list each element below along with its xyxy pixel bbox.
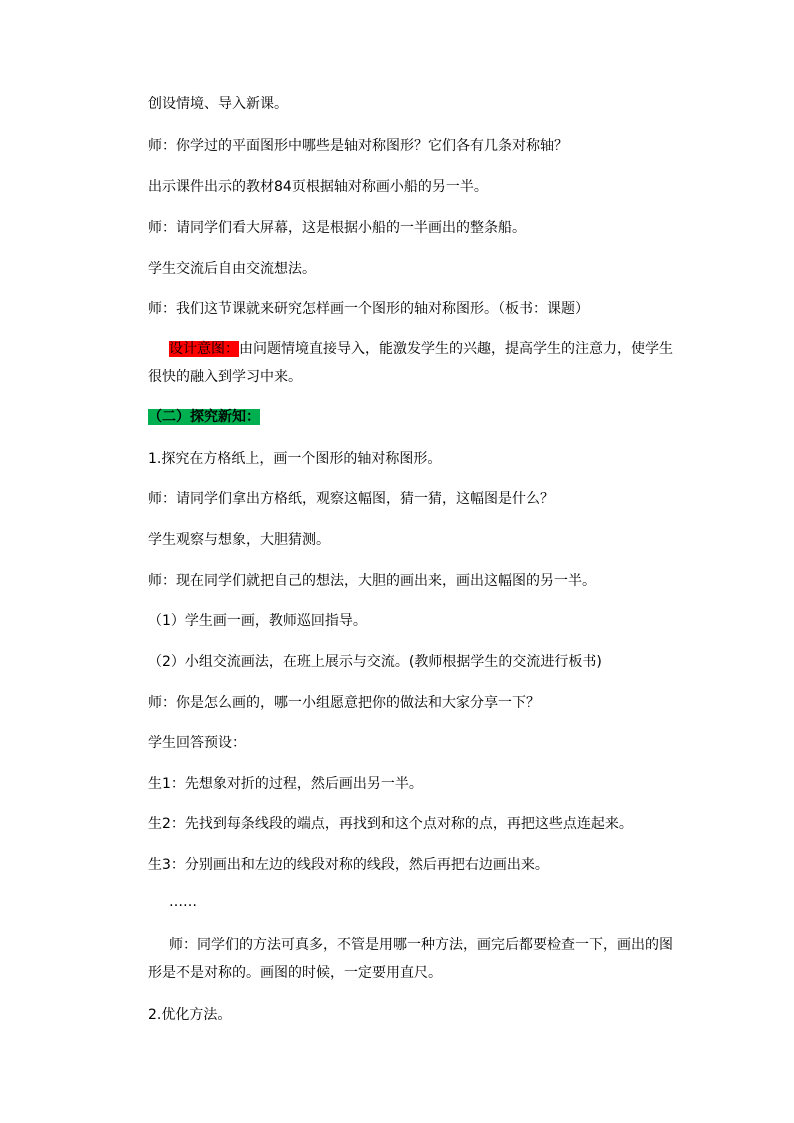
text-line: （1）学生画一画，教师巡回指导。 <box>148 613 367 629</box>
text-line: 师：请同学们看大屏幕，这是根据小船的一半画出的整条船。 <box>148 220 526 236</box>
section-heading-label: （二）探究新知： <box>148 409 260 425</box>
text-line: 师：你是怎么画的，哪一小组愿意把你的做法和大家分享一下？ <box>148 695 540 711</box>
text-line: 生2：先找到每条线段的端点，再找到和这个点对称的点，再把这些点连起来。 <box>148 816 633 832</box>
text-line: 师：你学过的平面图形中哪些是轴对称图形？它们各有几条对称轴？ <box>148 138 568 154</box>
text-line: 学生观察与想象，大胆猜测。 <box>148 532 330 548</box>
text-line: 2.优化方法。 <box>148 1007 232 1023</box>
ellipsis: …… <box>169 894 197 910</box>
design-intent-paragraph <box>148 335 676 391</box>
text-line: 师：请同学们拿出方格纸，观察这幅图，猜一猜，这幅图是什么？ <box>148 491 554 507</box>
text-line: （2）小组交流画法，在班上展示与交流。(教师根据学生的交流进行板书) <box>148 654 602 670</box>
text-line: 学生回答预设： <box>148 735 246 751</box>
summary-paragraph: 师：同学们的方法可真多，不管是用哪一种方法，画完后都要检查一下，画出的图形是不是对称的。画图的时候，一定要用直尺。 <box>148 937 673 981</box>
text-line: 学生交流后自由交流想法。 <box>148 261 316 277</box>
design-intent-text: 由问题情境直接导入，能激发学生的兴趣，提高学生的注意力，使学生很快的融入到学习中来。 <box>148 341 673 385</box>
text-line: 1.探究在方格纸上，画一个图形的轴对称图形。 <box>148 451 442 467</box>
section-heading <box>148 408 260 426</box>
text-line: 生1：先想象对折的过程，然后画出另一半。 <box>148 776 423 792</box>
text-line: 出示课件出示的教材84页根据轴对称画小船的另一半。 <box>148 179 488 195</box>
text-line: 师：我们这节课就来研究怎样画一个图形的轴对称图形。（板书：课题） <box>148 301 589 317</box>
text-line: 生3：分别画出和左边的线段对称的线段，然后再把右边画出来。 <box>148 857 549 873</box>
text-line: 创设情境、导入新课。 <box>148 96 288 112</box>
design-intent-label: 设计意图： <box>169 341 239 357</box>
text-line: 师：现在同学们就把自己的想法，大胆的画出来，画出这幅图的另一半。 <box>148 573 596 589</box>
